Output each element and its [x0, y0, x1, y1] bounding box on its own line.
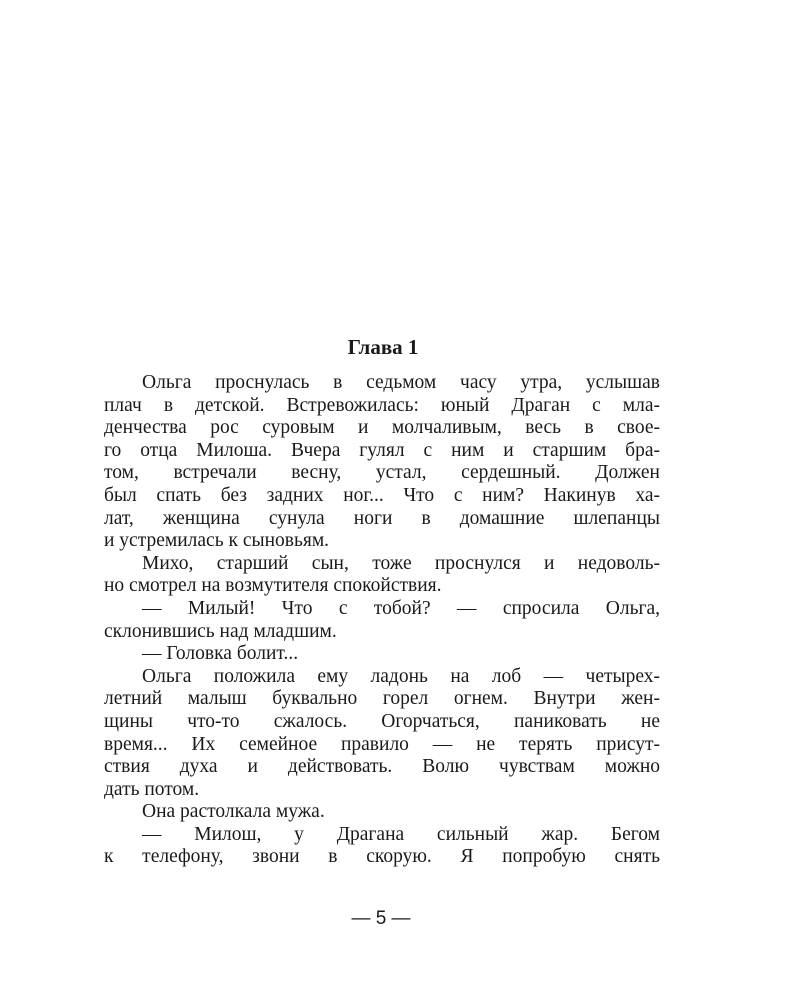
text-line: Ольга положила ему ладонь на лоб — четырех- [142, 665, 660, 687]
text-line: — Головка болит... [142, 643, 299, 665]
text-line: ствия духа и действовать. Волю чувствам можно [104, 756, 660, 778]
text-line: но смотрел на возмутителя спокойствия. [104, 575, 442, 597]
chapter-title: Глава 1 [347, 335, 419, 359]
text-line: и устремилась к сыновьям. [104, 530, 330, 552]
text-line: к телефону, звони в скорую. Я попробую снять [104, 846, 660, 868]
text-line: плач в детской. Встревожилась: юный Драган с мла- [104, 394, 660, 416]
text-line: летний малыш буквально горел огнем. Внутри жен- [104, 688, 660, 710]
text-line: дать потом. [104, 778, 200, 800]
text-line: щины что-то сжалось. Огорчаться, паниковать не [104, 710, 660, 732]
text-line: го отца Милоша. Вчера гулял с ним и старшим бра- [104, 439, 660, 461]
text-line: склонившись над младшим. [104, 620, 337, 642]
text-line: Ольга проснулась в седьмом часу утра, услышав [142, 372, 660, 393]
text-line: был спать без задних ног... Что с ним? Накинув ха- [104, 484, 660, 506]
text-line: — Милый! Что с тобой? — спросила Ольга, [142, 597, 660, 619]
text-line: Михо, старший сын, тоже проснулся и недоволь- [142, 552, 660, 574]
text-line: лат, женщина сунула ноги в домашние шлепанцы [104, 507, 660, 529]
body-text [104, 372, 660, 869]
text-line: — Милош, у Драгана сильный жар. Бегом [142, 823, 660, 845]
page-number: — 5 — [351, 908, 411, 929]
text-line: денчества рос суровым и молчаливым, весь в свое- [104, 417, 660, 439]
text-line: том, встречали весну, устал, сердешный. Должен [104, 462, 660, 484]
text-line: Она растолкала мужа. [142, 801, 325, 823]
text-line: время... Их семейное правило — не терять присут- [104, 733, 660, 755]
